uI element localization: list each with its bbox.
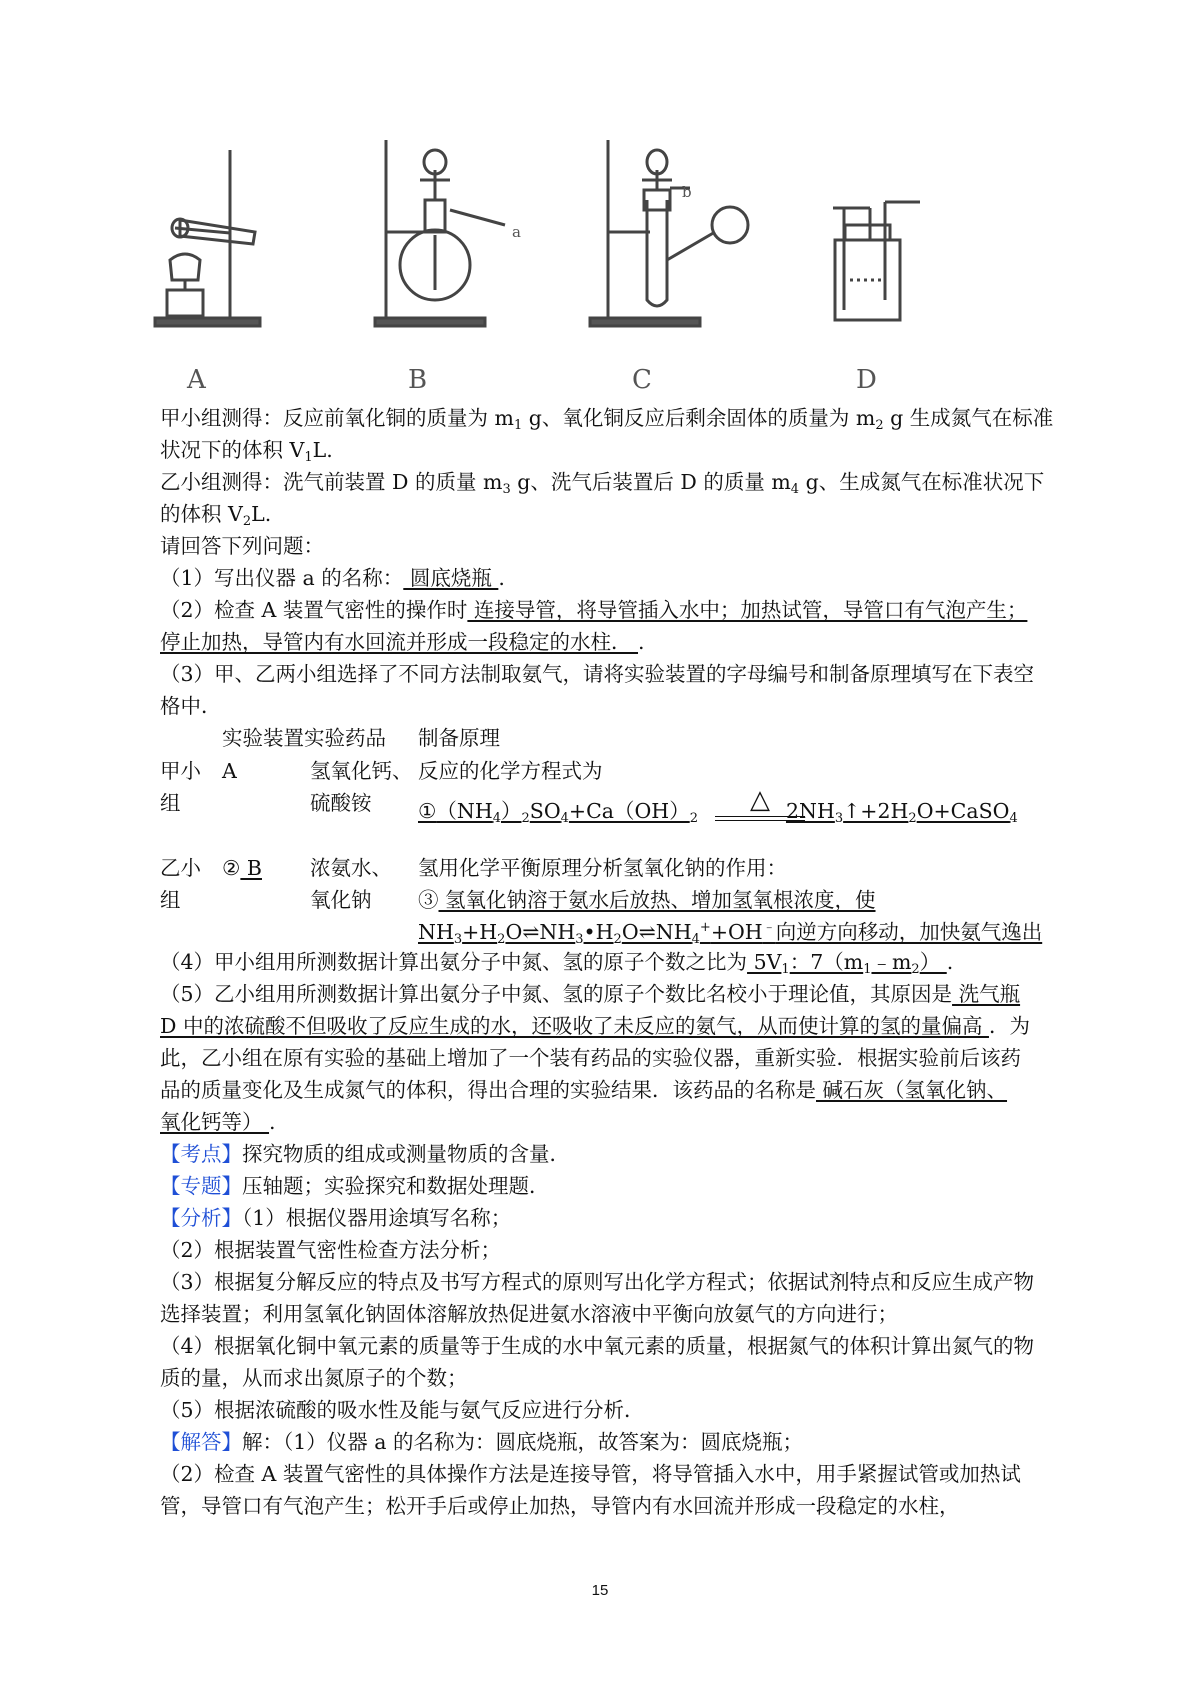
yi-measurement-line1: 乙小组测得：洗气前装置 D 的质量 $m_3$ g、洗气后装置后 D 的质量 $m_4$ g、生成氮气在标准状况下 xyxy=(160,470,1045,497)
table-yi-principle-label: 氢用化学平衡原理分析氢氧化钠的作用： xyxy=(418,856,787,880)
apparatus-b xyxy=(375,140,505,326)
table-jia-equation: $①(NH_4)_2SO_4+Ca(OH)_2$ $2NH_3↑+2H_2O+CaSO_4$ xyxy=(418,799,1018,826)
apparatus-c xyxy=(590,140,748,326)
kaodian: 【考点】探究物质的组成或测量物质的含量． xyxy=(160,1142,570,1166)
apparatus-d xyxy=(833,202,920,320)
answer-1: 圆底烧瓶 xyxy=(403,566,499,590)
question-2-line1: （2）检查 A 装置气密性的操作时 连接导管，将导管插入水中；加热试管，导管口有气泡产生； xyxy=(160,598,1028,622)
fenxi-tag: 【分析】 xyxy=(160,1206,242,1230)
figure-label-b: B xyxy=(408,365,428,395)
answer-2-line1: 连接导管，将导管插入水中；加热试管，导管口有气泡产生； xyxy=(467,598,1028,622)
question-5-line1: （5）乙小组用所测数据计算出氨分子中氮、氢的原子个数比名校小于理论值，其原因是 洗气瓶 xyxy=(160,982,1021,1006)
question-4: （4）甲小组用所测数据计算出氨分子中氮、氢的原子个数之比为 $5V_1$：$7(m_1﹣m_2)$ . xyxy=(160,950,954,977)
zhuanti: 【专题】压轴题；实验探究和数据处理题． xyxy=(160,1174,550,1198)
eq-line-2 xyxy=(715,820,805,821)
jieda-line2: （2）检查 A 装置气密性的具体操作方法是连接导管，将导管插入水中，用手紧握试管或加热试 xyxy=(160,1462,1021,1486)
table-jia-drugs-1: 氢氧化钙、 xyxy=(310,759,413,783)
question-5-line4: 品的质量变化及生成氮气的体积，得出合理的实验结果．该药品的名称是 碱石灰（氢氧化钠、 xyxy=(160,1078,1008,1102)
fenxi-line1: 【分析】（1）根据仪器用途填写名称； xyxy=(160,1206,512,1230)
figure-label-a: A xyxy=(187,365,206,395)
question-intro: 请回答下列问题： xyxy=(160,534,324,558)
table-yi-device: ② B xyxy=(222,856,262,880)
answer-4: $5V_1$：$7(m_1﹣m_2)$ xyxy=(747,950,947,977)
table-yi-drugs-2: 氧化钠 xyxy=(310,888,372,912)
heat-triangle: △ xyxy=(750,785,770,815)
figure-label-d: D xyxy=(856,365,877,395)
answer-yi-device: B xyxy=(240,856,262,880)
table-header-device-drugs: 实验装置实验药品 xyxy=(222,726,386,750)
question-5-line3: 此，乙小组在原有实验的基础上增加了一个装有药品的实验仪器，重新实验．根据实验前后该药 xyxy=(160,1046,1021,1070)
fenxi-line3: （3）根据复分解反应的特点及书写方程式的原则写出化学方程式；依据试剂特点和反应生成产物 xyxy=(160,1270,1035,1294)
apparatus-a xyxy=(155,150,260,326)
kaodian-tag: 【考点】 xyxy=(160,1142,242,1166)
table-jia-group-1: 甲小 xyxy=(160,759,201,783)
table-yi-group-2: 组 xyxy=(160,888,181,912)
yi-measurement-line2: 的体积 $V_2L$. xyxy=(160,502,272,529)
answer-2-line2: 停止加热，导管内有水回流并形成一段稳定的水柱． xyxy=(160,630,639,654)
figure-label-small-b: b xyxy=(682,183,692,201)
figure-label-c: C xyxy=(632,365,652,395)
fenxi-line4: 选择装置；利用氢氧化钠固体溶解放热促进氨水溶液中平衡向放氨气的方向进行； xyxy=(160,1302,898,1326)
table-jia-group-2: 组 xyxy=(160,791,181,815)
jieda-line3: 管，导管口有气泡产生；松开手后或停止加热，导管内有水回流并形成一段稳定的水柱， xyxy=(160,1494,960,1518)
table-yi-group-1: 乙小 xyxy=(160,856,201,880)
question-3-line1: （3）甲、乙两小组选择了不同方法制取氨气，请将实验装置的字母编号和制备原理填写在下表空 xyxy=(160,662,1035,686)
table-yi-answer-line2: $NH_3+H_2O\rightleftharpoons NH_3•H_2O\rightleftharpoons NH_4^++OH^﹣$向逆方向移动，加快氨气逸出 xyxy=(418,920,1043,947)
fenxi-line7: （5）根据浓硫酸的吸水性及能与氨气反应进行分析． xyxy=(160,1398,645,1422)
question-2-line2: 停止加热，导管内有水回流并形成一段稳定的水柱． . xyxy=(160,630,645,654)
fenxi-line2: （2）根据装置气密性检查方法分析； xyxy=(160,1238,502,1262)
question-3-line2: 格中． xyxy=(160,694,222,718)
table-jia-drugs-2: 硫酸铵 xyxy=(310,791,372,815)
table-yi-answer-line1: ③ 氢氧化钠溶于氨水后放热、增加氢氧根浓度，使 xyxy=(418,888,876,912)
zhuanti-tag: 【专题】 xyxy=(160,1174,242,1198)
jia-measurement-line2: 状况下的体积 $V_1L$. xyxy=(160,438,333,465)
jieda-tag: 【解答】 xyxy=(160,1430,242,1454)
eq-line-1 xyxy=(715,816,805,817)
question-1: （1）写出仪器 a 的名称： 圆底烧瓶 . xyxy=(160,566,505,590)
figure-label-small-a: a xyxy=(512,223,521,241)
question-5-line5: 氧化钙等） . xyxy=(160,1110,276,1134)
fenxi-line6: 质的量，从而求出氮原子的个数； xyxy=(160,1366,468,1390)
table-yi-drugs-1: 浓氨水、 xyxy=(310,856,392,880)
question-5-line2: D 中的浓硫酸不但吸收了反应生成的水，还吸收了未反应的氨气，从而使计算的氢的量偏高 ．为 xyxy=(160,1014,1030,1038)
table-jia-principle-label: 反应的化学方程式为 xyxy=(418,759,603,783)
fenxi-line5: （4）根据氧化铜中氧元素的质量等于生成的水中氧元素的质量，根据氮气的体积计算出氮气的物 xyxy=(160,1334,1035,1358)
jieda-line1: 【解答】解：（1）仪器 a 的名称为：圆底烧瓶，故答案为：圆底烧瓶； xyxy=(160,1430,804,1454)
apparatus-figure xyxy=(150,140,1050,395)
jia-measurement-line1: 甲小组测得：反应前氧化铜的质量为 $m_1$ g、氧化铜反应后剩余固体的质量为 $m_2$ g 生成氮气在标准 xyxy=(160,406,1054,433)
table-jia-device: A xyxy=(222,759,237,783)
page-number: 15 xyxy=(591,1582,609,1599)
table-header-principle: 制备原理 xyxy=(418,726,500,750)
